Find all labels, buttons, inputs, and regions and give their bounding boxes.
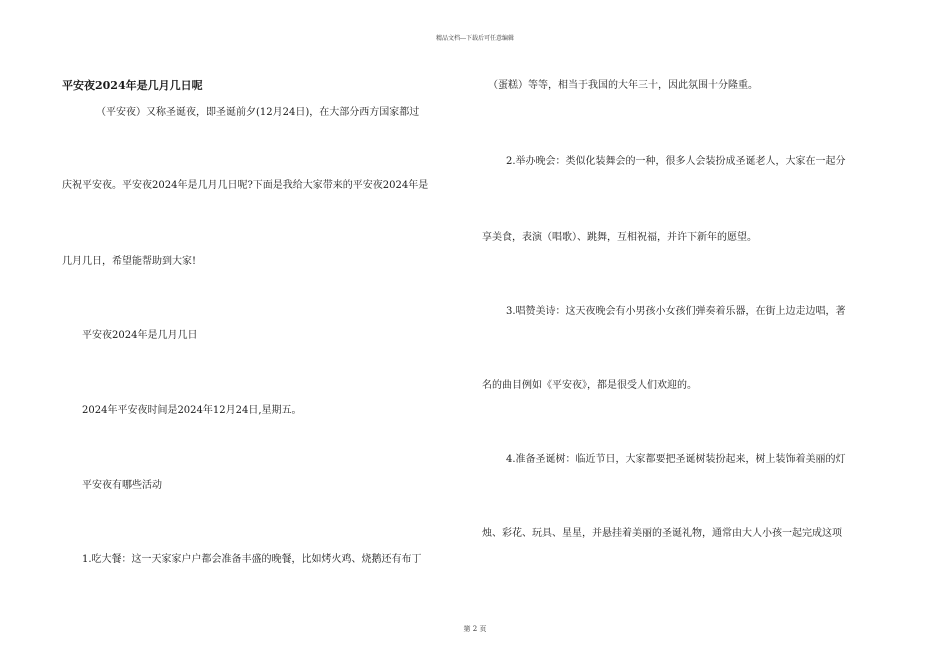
activity-2-line-2: 享美食，表演（唱歌）、跳舞，互相祝福，并许下新年的愿望。 [482,232,757,243]
activity-4-line-2: 烛、彩花、玩具、星星，并悬挂着美丽的圣诞礼物，通常由大人小孩一起完成这项 [482,528,842,539]
date-paragraph: 2024年平安夜时间是2024年12月24日,星期五。 [82,405,302,416]
activity-2-line-1: 2.举办晚会：类似化装舞会的一种，很多人会装扮成圣诞老人，大家在一起分 [506,156,846,167]
intro-paragraph-line-3: 几月几日，希望能帮助到大家! [62,256,197,267]
page-header: 精品文档---下载后可任意编辑 [435,35,515,42]
activity-4-line-1: 4.准备圣诞树：临近节日，大家都要把圣诞树装扮起来，树上装饰着美丽的灯 [506,454,846,465]
intro-paragraph-line-2: 庆祝平安夜。平安夜2024年是几月几日呢?下面是我给大家带来的平安夜2024年是 [62,180,429,191]
activity-3-line-2: 名的曲目例如《平安夜》，都是很受人们欢迎的。 [482,380,697,391]
activity-3-line-1: 3.唱赞美诗：这天夜晚会有小男孩小女孩们弹奏着乐器，在街上边走边唱，著 [506,306,846,317]
intro-paragraph-line-1: （平安夜）又称圣诞夜，即圣诞前夕(12月24日)，在大部分西方国家都过 [96,107,420,118]
page-number: 第 2 页 [463,625,487,633]
activity-1-line-1: 1.吃大餐：这一天家家户户都会准备丰盛的晚餐，比如烤火鸡、烧鹅还有布丁 [82,554,422,565]
section-heading-date: 平安夜2024年是几月几日 [82,330,198,341]
section-heading-activities: 平安夜有哪些活动 [82,480,162,491]
activity-1-line-2: （蛋糕）等等，相当于我国的大年三十，因此氛围十分隆重。 [488,80,758,91]
document-title: 平安夜2024年是几月几日呢 [62,79,203,92]
